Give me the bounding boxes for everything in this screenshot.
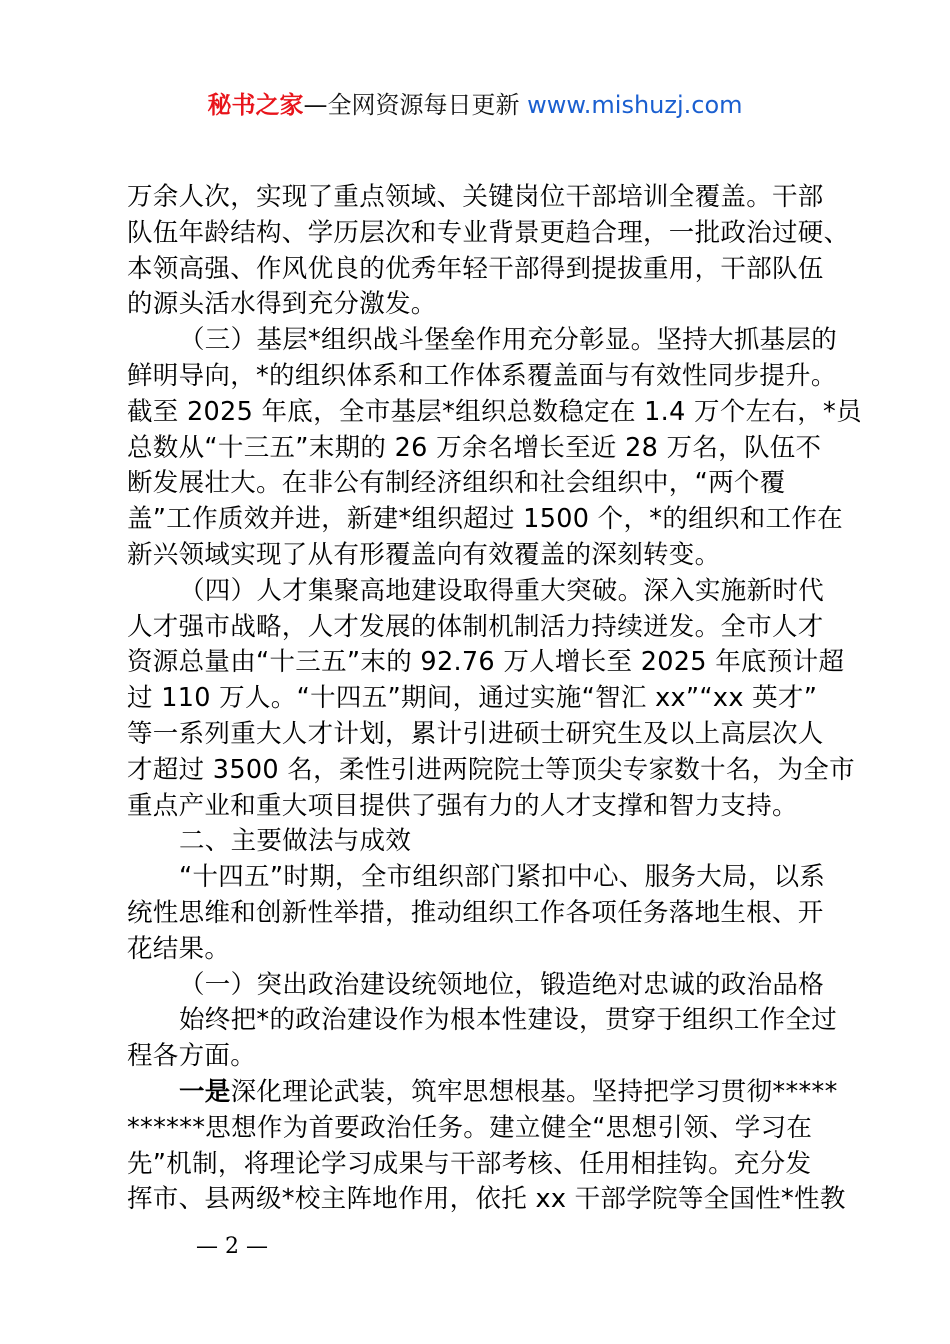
- section-heading-1: （一）突出政治建设统领地位，锻造绝对忠诚的政治品格: [179, 969, 825, 1000]
- text-line: 重点产业和重大项目提供了强有力的人才支撑和智力支持。: [127, 790, 798, 821]
- text-line: 盖”工作质效并进，新建*组织超过 1500 个，*的组织和工作在: [127, 504, 843, 535]
- text-line: 等一系列重大人才计划，累计引进硕士研究生及以上高层次人: [127, 718, 824, 749]
- text-line: 鲜明导向，*的组织体系和工作体系覆盖面与有效性同步提升。: [127, 360, 837, 391]
- lead-bold-text: 一是: [179, 1076, 231, 1107]
- header-url[interactable]: www.mishuzj.com: [527, 91, 743, 119]
- chapter-heading: 二、主要做法与成效: [179, 826, 412, 857]
- text-line-rest: 深化理论武装，筑牢思想根基。坚持把学习贯彻*****: [230, 1076, 838, 1107]
- text-line: 截至 2025 年底，全市基层*组织总数稳定在 1.4 万个左右，*员: [127, 396, 862, 427]
- text-line: 总数从“十三五”末期的 26 万余名增长至近 28 万名，队伍不: [127, 432, 822, 463]
- text-line: 本领高强、作风优良的优秀年轻干部得到提拔重用，干部队伍: [127, 253, 824, 284]
- text-line: 资源总量由“十三五”末的 92.76 万人增长至 2025 年底预计超: [127, 647, 845, 678]
- section-heading-3: （三）基层*组织战斗堡垒作用充分彰显。坚持大抓基层的: [179, 325, 838, 356]
- brand-name: 秘书之家: [207, 91, 304, 119]
- text-line: 统性思维和创新性举措，推动组织工作各项任务落地生根、开: [127, 897, 824, 928]
- page-header: [0, 89, 950, 121]
- text-line: 才超过 3500 名，柔性引进两院院士等顶尖专家数十名，为全市: [127, 754, 855, 785]
- text-line: 的源头活水得到充分激发。: [127, 289, 437, 320]
- text-line: 队伍年龄结构、学历层次和专业背景更趋合理，一批政治过硬、: [127, 217, 850, 248]
- section-heading-4: （四）人才集聚高地建设取得重大突破。深入实施新时代: [179, 575, 825, 606]
- text-line: 万余人次，实现了重点领域、关键岗位干部培训全覆盖。干部: [127, 182, 824, 212]
- text-line: 始终把*的政治建设作为根本性建设，贯穿于组织工作全过: [179, 1005, 838, 1036]
- text-line: 过 110 万人。“十四五”期间，通过实施“智汇 xx”“xx 英才”: [127, 683, 818, 714]
- header-tagline: —全网资源每日更新: [303, 91, 520, 119]
- text-line: 花结果。: [127, 933, 231, 964]
- text-line: ******思想作为首要政治任务。建立健全“思想引领、学习在: [127, 1112, 813, 1143]
- page-number: — 2 —: [196, 1234, 268, 1259]
- document-body: [127, 180, 862, 1218]
- text-line: 先”机制，将理论学习成果与干部考核、任用相挂钩。充分发: [127, 1148, 812, 1179]
- text-line: 人才强市战略，人才发展的体制机制活力持续迸发。全市人才: [127, 611, 824, 642]
- text-line: [127, 1075, 847, 1111]
- text-line: 挥市、县两级*校主阵地作用，依托 xx 干部学院等全国性*性教: [127, 1184, 846, 1215]
- text-line: 新兴领域实现了从有形覆盖向有效覆盖的深刻转变。: [127, 539, 721, 570]
- text-line: “十四五”时期，全市组织部门紧扣中心、服务大局，以系: [179, 862, 826, 893]
- text-line: 程各方面。: [127, 1041, 257, 1072]
- text-line: 断发展壮大。在非公有制经济组织和社会组织中，“两个覆: [127, 468, 786, 499]
